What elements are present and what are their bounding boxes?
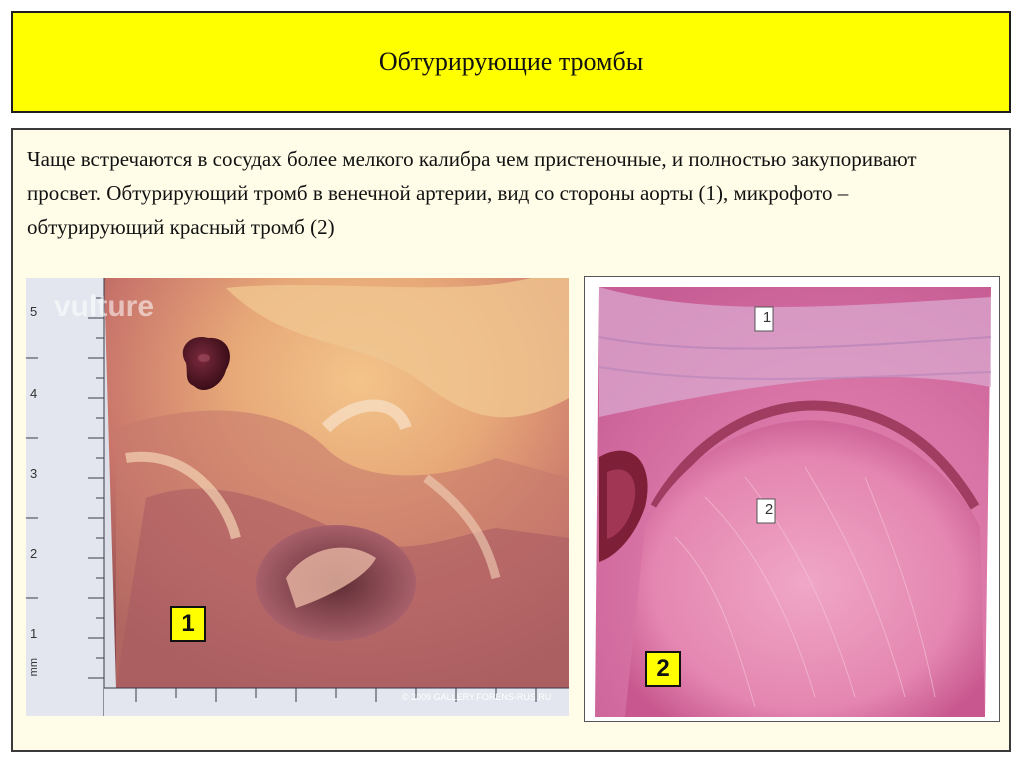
description-text: Чаще встречаются в сосудах более мелкого калибра чем пристеночные, и полностью закупоривают просвет. Обтурирующий тромб в венечной артерии, вид со стороны аорты (1), микрофото – обтурирующий красный тромб (2) (27, 147, 917, 239)
content-box (11, 128, 1011, 752)
micrograph-label-2: 2 (764, 501, 774, 518)
figure-2-micrograph (584, 276, 1000, 722)
slide-title: Обтурирующие тромбы (378, 47, 644, 76)
micrograph-label-1: 1 (762, 309, 772, 326)
ruler-number-3: 3 (30, 466, 38, 481)
watermark-vulture: vulture (54, 290, 155, 323)
ruler-number-5: 5 (30, 304, 38, 319)
ruler-number-2: 2 (30, 546, 38, 561)
figure-2-badge: 2 (645, 651, 681, 687)
ruler-unit: mm (28, 658, 40, 677)
figure-1-photo (26, 278, 569, 716)
title-box (11, 11, 1011, 113)
copyright-text: © 2009 GALLERY.FORENS-RUS.RU (402, 692, 552, 702)
ruler-number-4: 4 (30, 386, 38, 401)
ruler-number-1: 1 (30, 626, 38, 641)
figure-1-badge: 1 (170, 606, 206, 642)
